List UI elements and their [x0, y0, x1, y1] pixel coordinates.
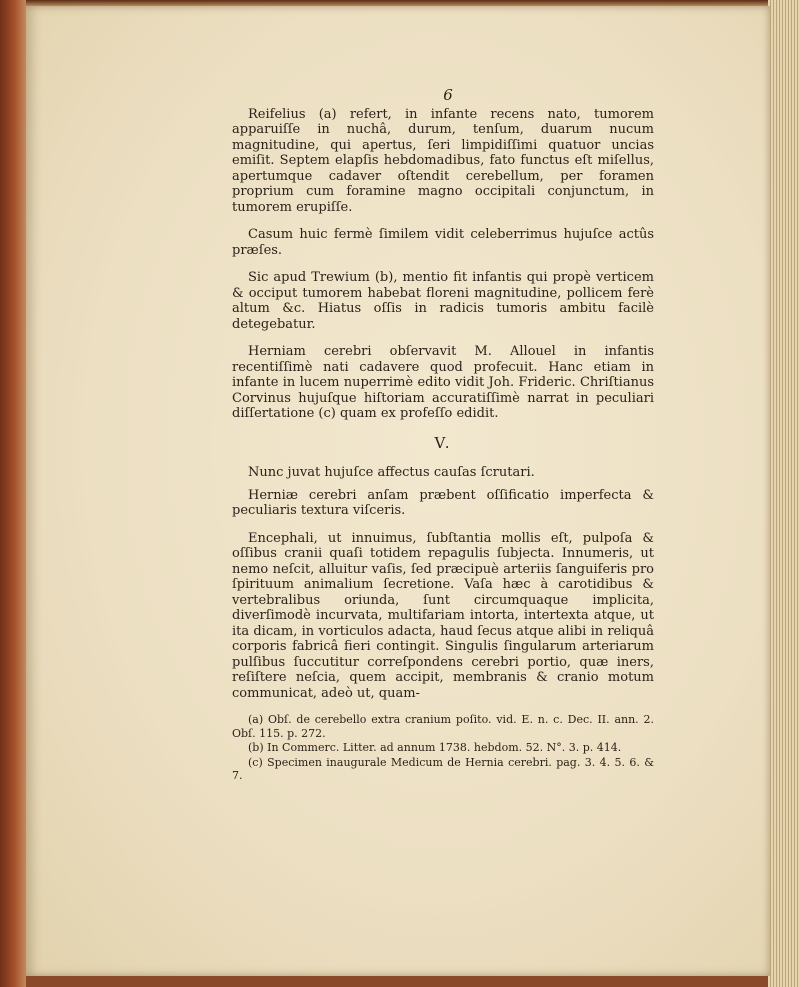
footnotes: [232, 713, 654, 783]
paragraph: Encephali, ut innuimus, ſubſtantia mollis eſt, pulpoſa & oſſibus cranii quaſi totidem repagulis ſubjecta. Innumeris, ut nemo neſcit, alluitur vaſis, ſed præcipuè arteriis ſanguiferis pro ſpirituum animalium ſecretione. Vaſa hæc à carotidibus & vertebralibus oriunda, ſunt circumquaque implicita, diverſimodè incurvata, multifariam intorta, intertexta atque, ut ita dicam, in vorticulos adacta, haud ſecus atque alibi in reliquâ corporis fabricâ fieri contingit. Singulis ſingularum arteriarum pulſibus ſuccutitur correſpondens cerebri portio, quæ iners, reſiſtere neſcia, quem accipit, membranis & cranio motum communicat, adeò ut, quam-: [232, 530, 654, 701]
paragraph: Nunc juvat hujuſce affectus cauſas ſcrutari.: [248, 465, 535, 480]
footnote: (c) Specimen inaugurale Medicum de Hernia cerebri. pag. 3. 4. 5. 6. & 7.: [232, 755, 654, 782]
paragraph: Herniam cerebri obſervavit M. Allouel in infantis recentiſſimè nati cadavere quod profecuit. Hanc etiam in infante in lucem nuperrimè edito vidit Joh. Frideric. Chriſtianus Corvinus hujuſque hiſtoriam accuratiſſimè narrat in peculiari diſſertatione (c) quam ex profeſſo edidit.: [232, 344, 654, 421]
paragraph: Casum huic fermè ſimilem vidit celeberrimus hujuſce actûs præſes.: [232, 227, 654, 258]
book-page-edges: [768, 0, 800, 987]
book-binding-edge: [0, 0, 26, 987]
footnote: (a) Obſ. de cerebello extra cranium poſito. vid. E. n. c. Dec. II. ann. 2. Obſ. 115. p. 272.: [232, 713, 654, 740]
paragraph: Herniæ cerebri anſam præbent oſſificatio imperfecta & peculiaris textura viſceris.: [232, 487, 654, 518]
page-number: 6: [443, 86, 453, 104]
paragraph: Sic apud Trewium (b), mentio fit infantis qui propè verticem & occiput tumorem habebat floreni magnitudine, pollicem ferè altum &c. Hiatus oſſis in radicis tumoris ambitu facilè detegebatur.: [232, 270, 654, 332]
paragraph: Reifelius (a) refert, in infante recens nato, tumorem apparuiſſe in nuchâ, durum, tenſum, duarum nucum magnitudine, qui apertus, ſeri limpidiſſimi quatuor uncias emiſit. Septem elapſis hebdomadibus, fato functus eſt miſellus, apertumque cadaver oſtendit cerebellum, per foramen proprium cum foramine magno occipitali conjunctum, in tumorem erupiſſe.: [232, 106, 654, 215]
page-text: [232, 88, 654, 783]
footnote: (b) In Commerc. Litter. ad annum 1738. hebdom. 52. N°. 3. p. 414.: [248, 741, 622, 754]
section-heading: V.: [434, 433, 452, 452]
